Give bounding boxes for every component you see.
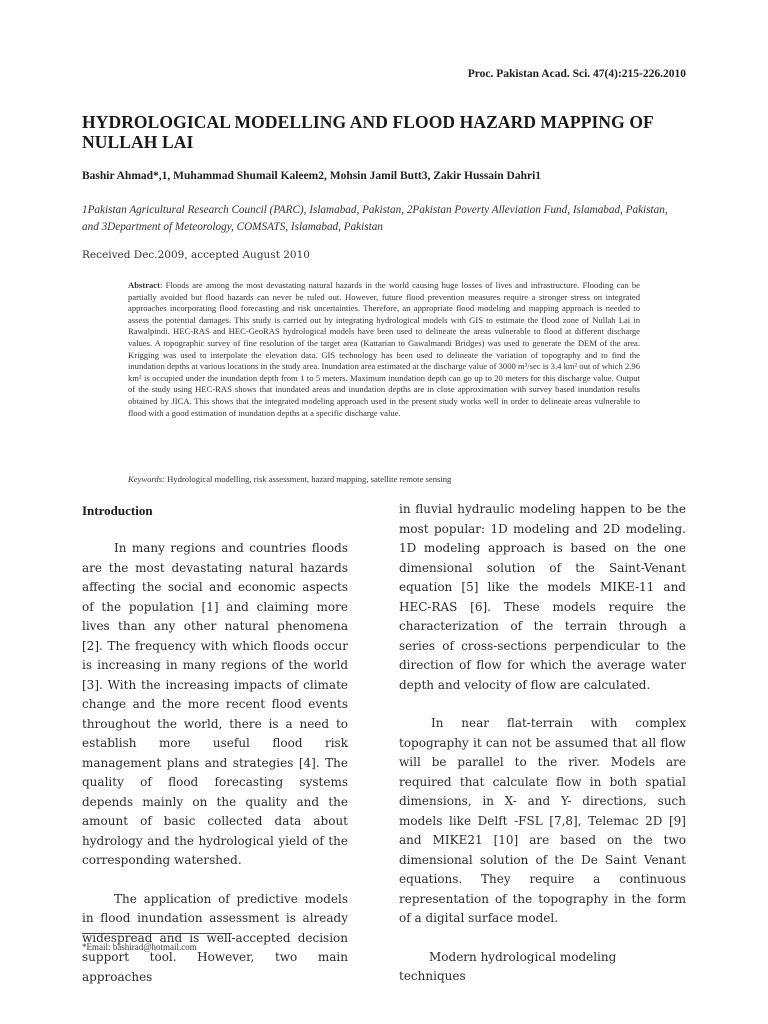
paper-title: HYDROLOGICAL MODELLING AND FLOOD HAZARD MAPPING OF NULLAH LAI [82, 112, 654, 152]
keywords [128, 474, 640, 484]
section-heading-introduction: Introduction [82, 503, 153, 518]
paragraph: In near flat-terrain with complex topography it can not be assumed that all flow will be parallel to the river. Models are required that calculate flow in both spatial dimensions, in X- and Y- directions, such models like Delft -FSL [7,8], Telemac 2D [9] and MIKE21 [10] are based on the two dimensional solution of the De Saint Venant equations. They require a continuous representation of the topography in the form of a digital surface model. [399, 716, 686, 925]
paragraph: In many regions and countries floods are the most devastating natural hazards affecting the social and economic aspects of the population [1] and claiming more lives than any other natural phenomena [2]. The frequency with which floods occur is increasing in many regions of the world [3]. With the increasing impacts of climate change and the more recent flood events throughout the world, there is a need to establish more useful flood risk management plans and strategies [4]. The quality of flood forecasting systems depends mainly on the quality and the amount of basic collected data about hydrology and the hydrological yield of the corresponding watershed. [82, 541, 348, 867]
abstract-text: : Floods are among the most devastating natural hazards in the world causing huge losses of lives and infrastructure. Flooding can be partially avoided but flood hazards can never be ruled out. However, future flood prevention measures require a stronger stress on integrated approaches incorporating flood forecasting and risk uncertainties. Therefore, an appropriate flood modeling and mapping approach is needed to assess the potential damages. This study is carried out by integrating hydrological models with GIS to estimate the flood zone of Nullah Lai in Rawalpindi. HEC-RAS and HEC-GeoRAS hydrological models have been used to delineate the areas vulnerable to flood at different discharge values. A topographic survey of fine resolution of the target area (Kattarian to Gawalmandi Bridges) was used to generate the DEM of the area. Krigging was used to interpolate the elevation data. GIS technology has been used to delineate the variation of topography and to find the inundation depths at various locations in the study area. Inundation area estimated at the discharge value of 3000 m³/sec is 3.4 km² out of which 2.96 km² is occupied under the inundation depth from 1 to 5 meters. Maximum inundation depth can go up to 20 meters for this discharge value. Output of the study using HEC-RAS shows that inundated areas and inundation depths are in close approximation with survey based inundation results obtained by JICA. This shows that the integrated modeling approach used in the present study works well in order to delineate areas vulnerable to flood with a good estimation of inundation depths at a specific discharge value. [128, 280, 640, 418]
keywords-label: Keywords: [128, 474, 165, 484]
left-column [82, 502, 348, 987]
right-column [399, 500, 686, 987]
paragraph: in fluvial hydraulic modeling happen to be the most popular: 1D modeling and 2D modeling. 1D modeling approach is based on the one dimensional solution of the Saint-Venant equation [5] like the models MIKE-11 and HEC-RAS [6]. These models require the characterization of the terrain through a series of cross-sections perpendicular to the direction of flow for which the average water depth and velocity of flow are calculated. [399, 502, 686, 692]
affiliations: 1Pakistan Agricultural Research Council (PARC), Islamabad, Pakistan, 2Pakistan Poverty Alleviation Fund, Islamabad, Pakistan, and 3Department of Meteorology, COMSATS, Islamabad, Pakistan [82, 204, 668, 233]
paragraph: The application of predictive models in flood inundation assessment is already widespread and is well-accepted decision support tool. However, two main approaches [82, 891, 348, 984]
footnote-rule [82, 933, 232, 934]
paragraph: Modern hydrological modeling techniques [399, 949, 617, 983]
keywords-text: Hydrological modelling, risk assessment, hazard mapping, satellite remote sensing [164, 474, 452, 484]
author-list: Bashir Ahmad*,1, Muhammad Shumail Kaleem2, Mohsin Jamil Butt3, Zakir Hussain Dahri1 [82, 170, 542, 182]
abstract [128, 280, 640, 419]
received-dates: Received Dec.2009, accepted August 2010 [82, 249, 310, 261]
footnote-email: *Email: bashirad@hotmail.com [82, 942, 197, 952]
abstract-label: Abstract [128, 280, 160, 290]
journal-reference: Proc. Pakistan Acad. Sci. 47(4):215-226.2010 [467, 68, 686, 80]
